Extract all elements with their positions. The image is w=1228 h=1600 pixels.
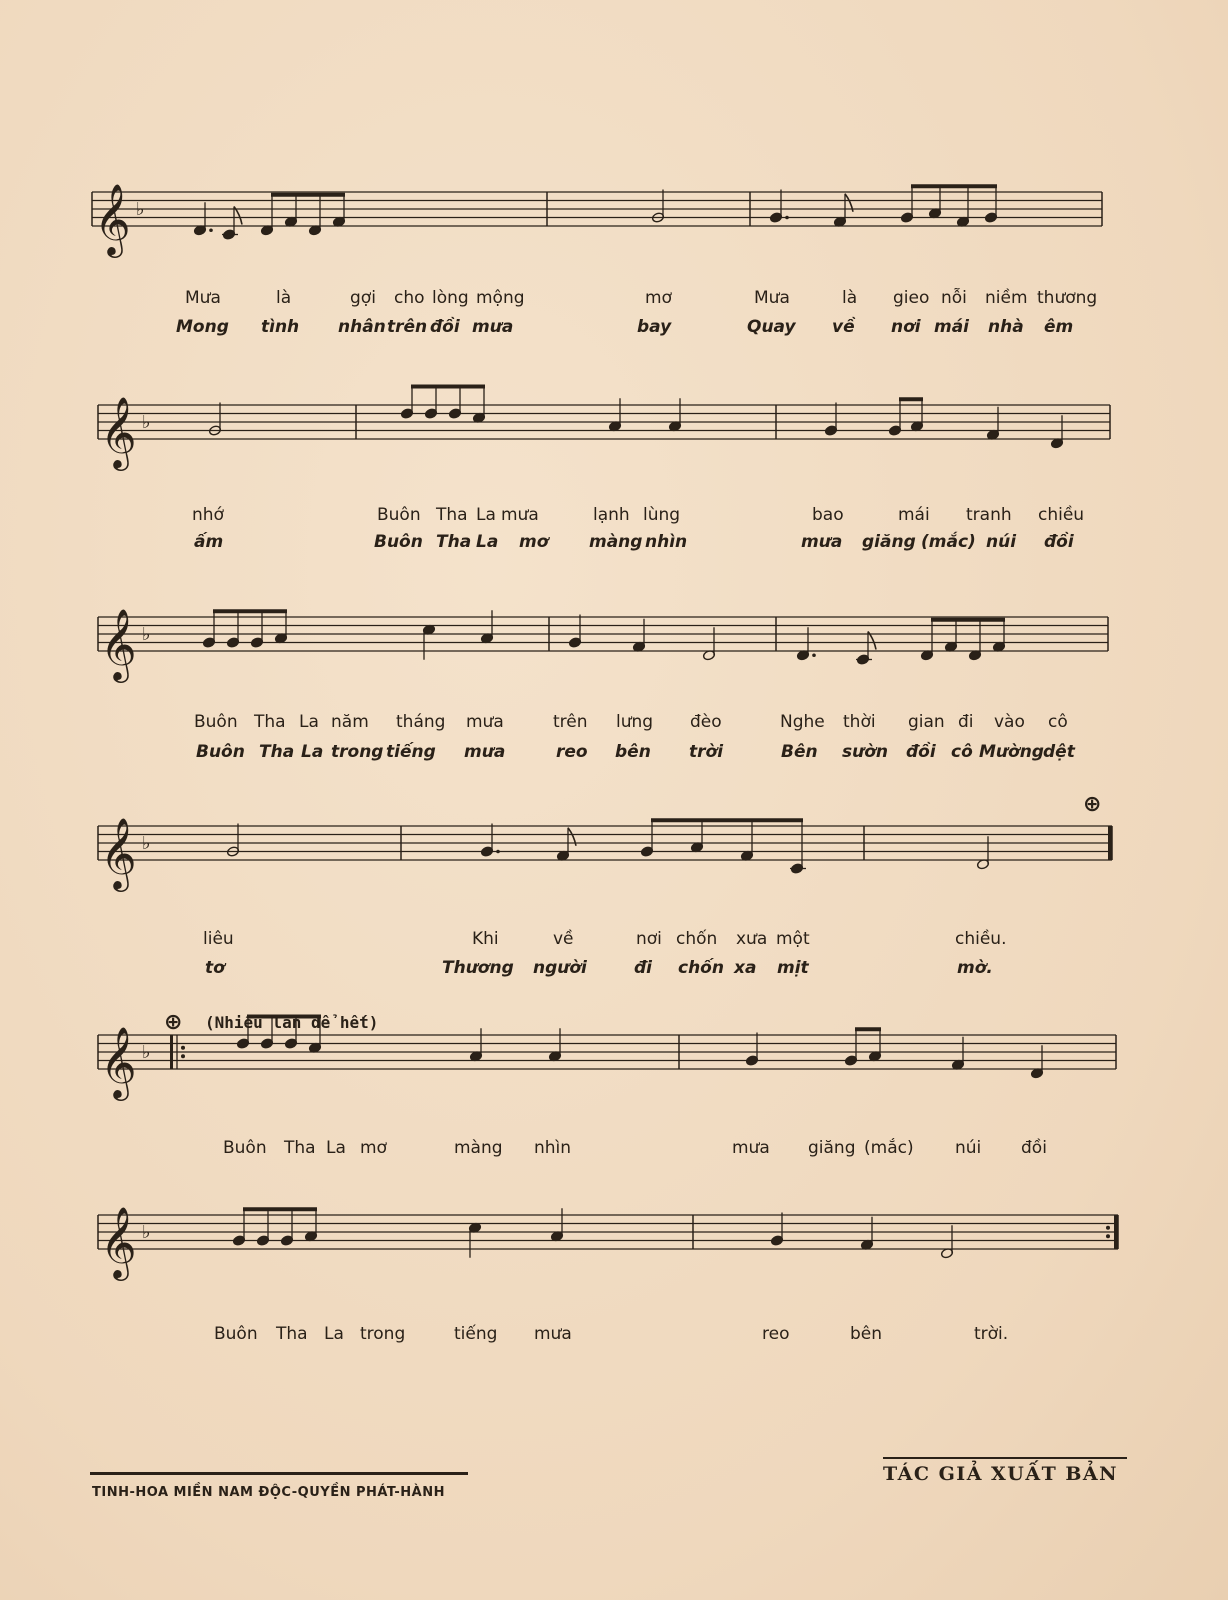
lyric: Buôn [196, 742, 245, 762]
lyric: Buôn [214, 1324, 258, 1344]
lyric: mưa [501, 505, 539, 525]
lyric: lạnh [593, 505, 630, 525]
lyric: ấm [194, 532, 224, 552]
lyric: mưa [472, 317, 514, 337]
lyric: mơ [360, 1138, 387, 1158]
flat-key-signature-icon: ♭ [136, 199, 145, 220]
lyric: lòng [432, 288, 469, 308]
lyric: La [324, 1324, 344, 1344]
lyric: nhìn [534, 1138, 572, 1158]
lyric: bay [637, 317, 672, 337]
treble-clef-icon: 𝄞 [100, 1205, 137, 1278]
repeat-dot [1106, 1226, 1110, 1230]
treble-clef-icon: 𝄞 [100, 816, 137, 889]
lyric: La [299, 712, 319, 732]
lyric: La [301, 742, 324, 762]
note-beam [651, 818, 803, 822]
lyric: là [842, 288, 858, 308]
lyric: gian [908, 712, 945, 732]
lyric: chốn [676, 929, 718, 949]
lyric: Bên [781, 742, 818, 762]
note-beam [855, 1027, 881, 1031]
lyric: (mắc) [864, 1138, 914, 1158]
lyric: Tha [436, 505, 468, 525]
lyric: nhớ [192, 505, 224, 525]
flat-key-signature-icon: ♭ [142, 412, 151, 433]
lyric: Tha [436, 532, 472, 552]
lyric: mái [898, 505, 930, 525]
treble-clef-icon: 𝄞 [100, 607, 137, 680]
final-barline [1108, 826, 1112, 860]
lyric: đèo [690, 712, 722, 732]
footer-rule [883, 1457, 1127, 1459]
lyric: La [476, 505, 496, 525]
lyric: giăng [808, 1138, 856, 1158]
lyric: đồi [430, 317, 460, 337]
lyric: sườn [842, 742, 889, 762]
lyric: Mưa [754, 288, 790, 308]
lyric: êm [1044, 317, 1074, 337]
lyric: Buôn [374, 532, 423, 552]
lyric: bên [615, 742, 651, 762]
note-dot [496, 850, 500, 854]
lyric: Buôn [377, 505, 421, 525]
author-publication-credit: TÁC GIẢ XUẤT BẢN [883, 1463, 1119, 1485]
lyric: La [476, 532, 499, 552]
lyric: đồi [1021, 1138, 1047, 1158]
lyric: mưa [801, 532, 843, 552]
lyric: một [776, 929, 810, 949]
lyric: trong [360, 1324, 406, 1344]
lyric: cô [951, 742, 973, 762]
note-dot [812, 653, 816, 657]
lyric: tiếng [454, 1324, 498, 1344]
lyric: mưa [466, 712, 504, 732]
flat-key-signature-icon: ♭ [142, 1042, 151, 1063]
start-repeat-barline [170, 1035, 173, 1069]
lyric: là [276, 288, 292, 308]
lyric: lưng [616, 712, 654, 732]
lyric: Mưa [185, 288, 221, 308]
lyric: Mường [979, 742, 1044, 762]
segno-sign: ⊕ [164, 1010, 183, 1035]
lyric: giăng [862, 532, 916, 552]
lyric: bao [812, 505, 844, 525]
lyric: thương [1037, 288, 1098, 308]
lyric: La [326, 1138, 346, 1158]
lyric: nhìn [645, 532, 688, 552]
lyric: màng [454, 1138, 503, 1158]
lyric: nhà [988, 317, 1024, 337]
lyric: Tha [284, 1138, 316, 1158]
lyric: Tha [276, 1324, 308, 1344]
lyric: vào [994, 712, 1025, 732]
lyric: reo [556, 742, 588, 762]
lyric: chốn [678, 958, 724, 978]
lyric: liêu [203, 929, 234, 949]
lyric: cô [1048, 712, 1068, 732]
lyric: bên [850, 1324, 883, 1344]
repeat-dot [181, 1054, 185, 1058]
lyric: mái [934, 317, 970, 337]
flat-key-signature-icon: ♭ [142, 1222, 151, 1243]
lyric: tơ [205, 958, 225, 978]
note-dot [209, 228, 213, 232]
lyric: mờ. [957, 958, 993, 978]
lyric: trong [331, 742, 384, 762]
publisher-credit: TINH-HOA MIỀN NAM ĐỘC-QUYỀN PHÁT-HÀNH [92, 1485, 445, 1500]
note-beam [911, 184, 997, 188]
note-beam [271, 193, 345, 197]
note-beam [931, 618, 1005, 622]
lyric: mịt [777, 958, 809, 978]
lyric: đi [958, 712, 974, 732]
lyric: mưa [534, 1324, 572, 1344]
lyric: Khi [472, 929, 499, 949]
lyric: tháng [396, 712, 446, 732]
lyric: gieo [893, 288, 930, 308]
lyric: trời. [974, 1324, 1009, 1344]
segno-sign: ⊕ [1083, 792, 1102, 817]
repeat-dot [181, 1046, 185, 1050]
final-barline [1114, 1215, 1118, 1249]
lyric: mộng [476, 288, 525, 308]
lyric: dệt [1043, 742, 1075, 762]
lyric: Tha [254, 712, 286, 732]
flat-key-signature-icon: ♭ [142, 624, 151, 645]
repeat-instruction: (Nhiều lần để hết) [205, 1013, 379, 1032]
lyric: Quay [747, 317, 796, 337]
footer-rule [90, 1472, 468, 1475]
note-dot [785, 216, 789, 220]
treble-clef-icon: 𝄞 [100, 395, 137, 468]
lyric: nơi [891, 317, 921, 337]
lyric: nhân [338, 317, 386, 337]
lyric: tình [261, 317, 300, 337]
flat-key-signature-icon: ♭ [142, 833, 151, 854]
lyric: mơ [519, 532, 549, 552]
lyric: núi [955, 1138, 982, 1158]
lyric: xưa [736, 929, 768, 949]
lyric: đồi [1044, 532, 1074, 552]
treble-clef-icon: 𝄞 [100, 1025, 137, 1098]
lyric: người [533, 958, 587, 978]
lyric: trời [689, 742, 724, 762]
note-beam [411, 385, 485, 389]
lyric: đồi [906, 742, 936, 762]
treble-clef-icon: 𝄞 [94, 182, 131, 255]
lyric: về [832, 317, 855, 337]
lyric: núi [986, 532, 1017, 552]
lyric: Mong [176, 317, 229, 337]
lyric: Nghe [780, 712, 825, 732]
lyric: chiều [1038, 505, 1085, 525]
lyric: nơi [636, 929, 662, 949]
lyric: cho [394, 288, 425, 308]
lyric: xa [734, 958, 757, 978]
note-beam [243, 1207, 317, 1211]
lyric: chiều. [955, 929, 1007, 949]
lyric: (mắc) [921, 532, 976, 552]
lyric: đi [634, 958, 652, 978]
lyric: tiếng [386, 742, 436, 762]
lyric: gợi [350, 288, 376, 308]
lyric: trên [387, 317, 428, 337]
note-beam [213, 609, 287, 613]
lyric: Tha [259, 742, 295, 762]
repeat-dot [1106, 1234, 1110, 1238]
lyric: năm [331, 712, 369, 732]
lyric: niềm [985, 288, 1028, 308]
lyric: mưa [464, 742, 506, 762]
lyric: lùng [643, 505, 681, 525]
lyric: Buôn [194, 712, 238, 732]
lyric: Buôn [223, 1138, 267, 1158]
lyric: tranh [966, 505, 1012, 525]
lyric: mưa [732, 1138, 770, 1158]
lyric: màng [589, 532, 643, 552]
lyric: về [553, 929, 574, 949]
lyric: trên [553, 712, 588, 732]
lyric: nỗi [941, 288, 967, 308]
note-beam [899, 397, 923, 401]
lyric: thời [843, 712, 876, 732]
lyric: mơ [645, 288, 672, 308]
lyric: Thương [442, 958, 514, 978]
lyric: reo [762, 1324, 790, 1344]
